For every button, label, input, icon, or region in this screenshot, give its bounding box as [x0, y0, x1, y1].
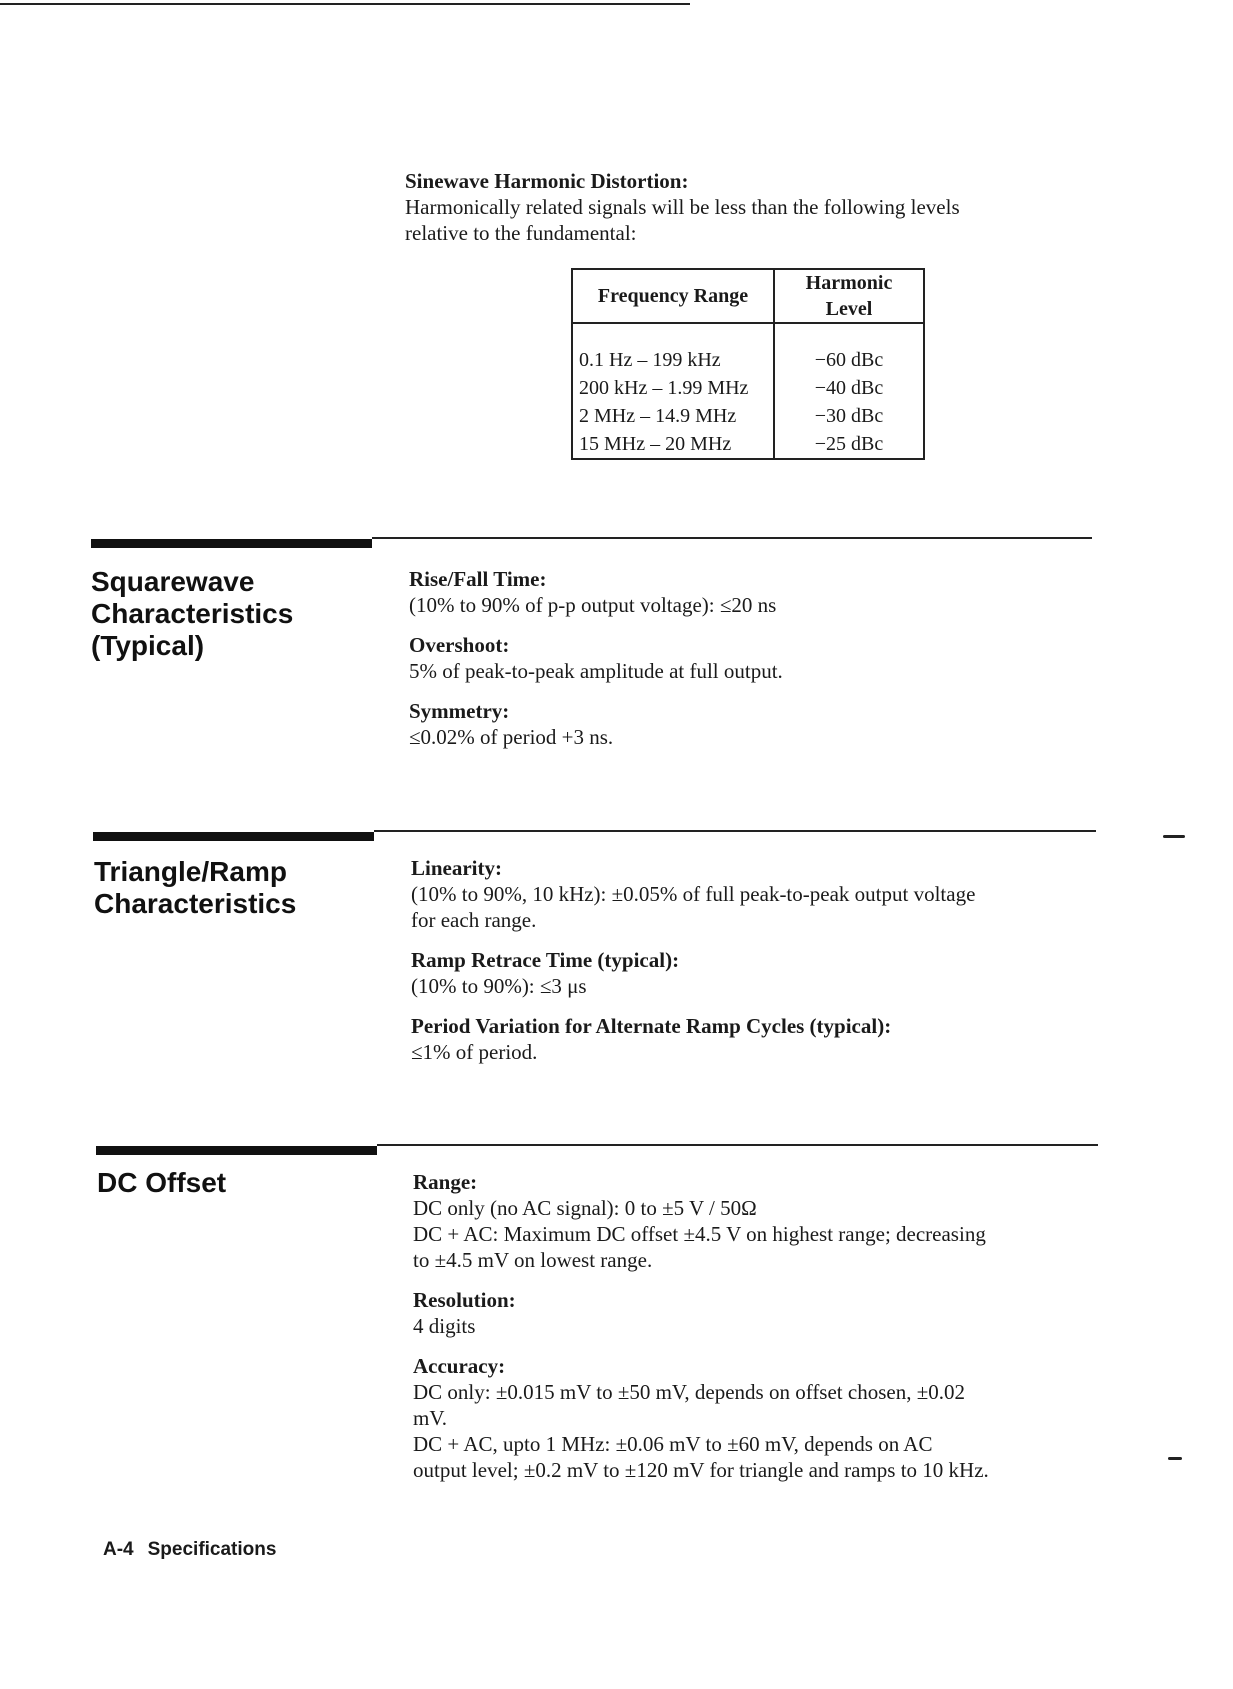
- spec-item: [409, 698, 783, 750]
- spec-value: to ±4.5 mV on lowest range.: [413, 1248, 653, 1272]
- section-divider-bar: [96, 1146, 377, 1155]
- table-row: [572, 346, 924, 374]
- spec-value: DC only (no AC signal): 0 to ±5 V / 50Ω: [413, 1196, 757, 1220]
- section-divider-bar: [91, 539, 372, 548]
- spec-value: (10% to 90% of p-p output voltage): ≤20 ns: [409, 593, 777, 617]
- triangle-ramp-title: [94, 856, 296, 920]
- spec-label-resolution: Resolution:: [413, 1288, 516, 1312]
- table-cell-level: −60 dBc: [814, 349, 884, 371]
- squarewave-title: [91, 566, 293, 662]
- header-harmonic-level: Harmonic Level: [774, 269, 924, 323]
- dc-offset-title: [97, 1167, 226, 1199]
- dc-offset-specs: [413, 1169, 989, 1497]
- table-cell-level: −25 dBc: [814, 433, 884, 455]
- page-footer: [103, 1539, 290, 1561]
- harmonic-distortion-text-line2: relative to the fundamental:: [405, 221, 637, 245]
- table-cell-frequency: 0.1 Hz – 199 kHz: [572, 346, 774, 374]
- spec-label-range: Range:: [413, 1170, 478, 1194]
- table-row: [572, 374, 924, 402]
- section-divider-rule: [374, 830, 1096, 832]
- harmonic-distortion-text-line1: Harmonically related signals will be less than the following levels: [405, 195, 960, 219]
- section-divider-rule: [372, 537, 1092, 539]
- margin-mark: [1168, 1457, 1182, 1460]
- spec-item: [413, 1287, 989, 1339]
- harmonic-distortion-block: [405, 168, 960, 246]
- title-line: Squarewave: [91, 566, 255, 597]
- header-frequency-range: Frequency Range: [572, 269, 774, 323]
- spec-label-ramp-retrace-time: Ramp Retrace Time (typical):: [411, 948, 680, 972]
- table-cell-level: −40 dBc: [814, 377, 884, 399]
- footer-section-name: Specifications: [147, 1539, 277, 1560]
- title-line: DC Offset: [97, 1167, 227, 1198]
- title-line: Triangle/Ramp: [94, 856, 287, 887]
- spec-value: mV.: [413, 1406, 448, 1430]
- title-line: Characteristics: [94, 888, 297, 919]
- spec-item: [413, 1353, 989, 1483]
- table-cell-frequency: 200 kHz – 1.99 MHz: [572, 374, 774, 402]
- squarewave-specs: [409, 566, 783, 764]
- section-divider-rule: [377, 1144, 1098, 1146]
- harmonic-distortion-label: Sinewave Harmonic Distortion:: [405, 169, 689, 193]
- spec-item: [411, 947, 975, 999]
- harmonic-distortion-table: [571, 268, 925, 460]
- spec-item: [409, 632, 783, 684]
- table-header-row: [572, 269, 924, 323]
- spec-value: (10% to 90%, 10 kHz): ±0.05% of full peak-to-peak output voltage: [411, 882, 976, 906]
- table-cell-level: −30 dBc: [814, 405, 884, 427]
- margin-mark: [1163, 835, 1185, 838]
- spec-value: (10% to 90%): ≤3 μs: [411, 974, 587, 998]
- spec-item: [411, 1013, 975, 1065]
- table-cell-frequency: 15 MHz – 20 MHz: [572, 430, 774, 459]
- spec-value: output level; ±0.2 mV to ±120 mV for triangle and ramps to 10 kHz.: [413, 1458, 989, 1482]
- spec-item: [413, 1169, 989, 1273]
- spec-label-linearity: Linearity:: [411, 856, 502, 880]
- spec-label-symmetry: Symmetry:: [409, 699, 510, 723]
- table-cell-frequency: 2 MHz – 14.9 MHz: [572, 402, 774, 430]
- spec-value: 4 digits: [413, 1314, 476, 1338]
- spec-value: ≤0.02% of period +3 ns.: [409, 725, 614, 749]
- spec-label-accuracy: Accuracy:: [413, 1354, 506, 1378]
- spec-label-period-variation: Period Variation for Alternate Ramp Cycles (typical):: [411, 1014, 892, 1038]
- table-row: [572, 402, 924, 430]
- top-rule: [0, 3, 690, 5]
- spec-value: DC + AC: Maximum DC offset ±4.5 V on highest range; decreasing: [413, 1222, 986, 1246]
- spec-value: for each range.: [411, 908, 537, 932]
- title-line: (Typical): [91, 630, 205, 661]
- section-divider-bar: [93, 832, 374, 841]
- spec-value: ≤1% of period.: [411, 1040, 538, 1064]
- title-line: Characteristics: [91, 598, 294, 629]
- table-row: [572, 430, 924, 459]
- spec-label-rise-fall-time: Rise/Fall Time:: [409, 567, 547, 591]
- spec-label-overshoot: Overshoot:: [409, 633, 510, 657]
- spec-item: [409, 566, 783, 618]
- spec-value: DC only: ±0.015 mV to ±50 mV, depends on offset chosen, ±0.02: [413, 1380, 965, 1404]
- spec-value: DC + AC, upto 1 MHz: ±0.06 mV to ±60 mV, depends on AC: [413, 1432, 933, 1456]
- spec-item: [411, 855, 975, 933]
- triangle-ramp-specs: [411, 855, 975, 1079]
- spec-value: 5% of peak-to-peak amplitude at full output.: [409, 659, 783, 683]
- page-number: A-4: [103, 1539, 134, 1560]
